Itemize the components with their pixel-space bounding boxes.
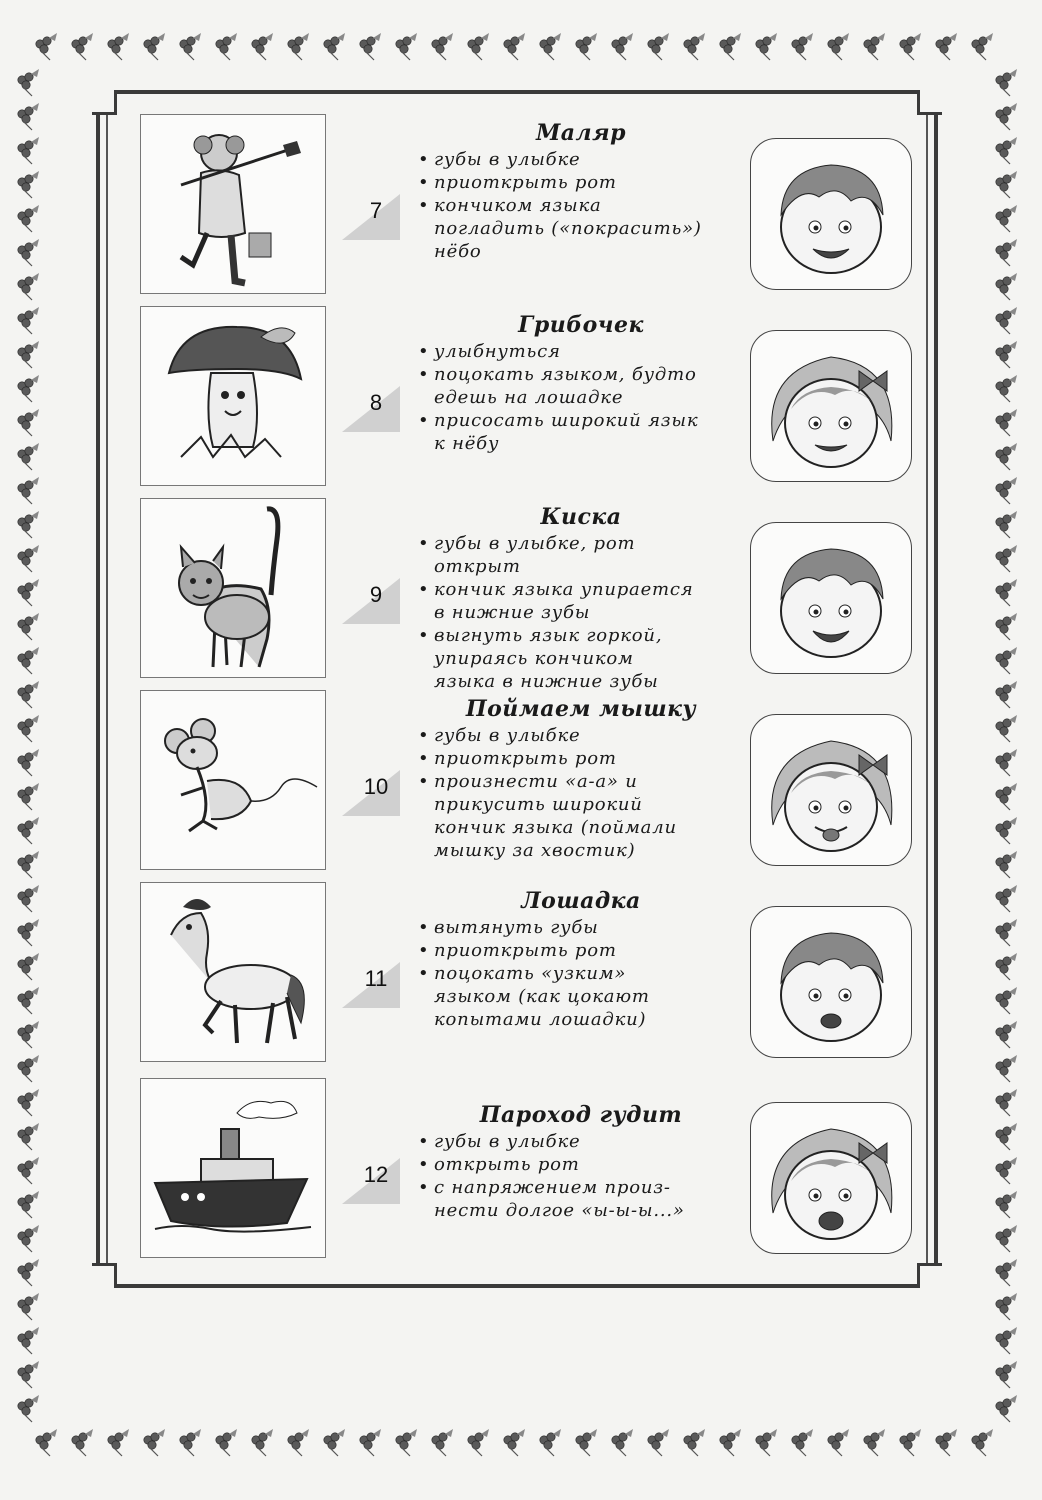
berry-cluster-icon	[828, 33, 849, 60]
girl-face-icon	[750, 330, 912, 482]
berry-cluster-icon	[972, 1429, 993, 1456]
berry-cluster-icon	[18, 273, 39, 300]
girl-face-icon	[750, 714, 912, 866]
berry-cluster-icon	[900, 1429, 921, 1456]
berry-cluster-icon	[18, 1191, 39, 1218]
exercise-row-7	[140, 114, 920, 296]
berry-cluster-icon	[996, 647, 1017, 674]
exercise-row-8	[140, 306, 920, 488]
step-item: • кончик языка упирается в нижние зубы	[416, 578, 746, 624]
berry-cluster-icon	[252, 33, 273, 60]
berry-cluster-icon	[996, 749, 1017, 776]
berry-cluster-icon	[648, 1429, 669, 1456]
berry-cluster-icon	[576, 33, 597, 60]
berry-cluster-icon	[996, 1021, 1017, 1048]
berry-cluster-icon	[180, 33, 201, 60]
step-item: • губы в улыбке	[416, 148, 746, 171]
berry-cluster-icon	[18, 1055, 39, 1082]
berry-cluster-icon	[996, 273, 1017, 300]
step-item: • вытянуть губы	[416, 916, 746, 939]
berry-cluster-icon	[18, 953, 39, 980]
berry-cluster-icon	[612, 1429, 633, 1456]
berry-cluster-icon	[996, 987, 1017, 1014]
exercise-title: Пароход гудит	[479, 1102, 683, 1128]
step-item: • произнести «а-а» и прикусить широкий кончик языка (поймали мышку за хвостик)	[416, 770, 746, 862]
berry-cluster-icon	[756, 1429, 777, 1456]
berry-cluster-icon	[648, 33, 669, 60]
berry-cluster-icon	[540, 33, 561, 60]
berry-cluster-icon	[180, 1429, 201, 1456]
step-item: • губы в улыбке	[416, 724, 746, 747]
step-item: • приоткрыть рот	[416, 171, 746, 194]
step-item: • губы в улыбке, рот открыт	[416, 532, 746, 578]
berry-cluster-icon	[18, 579, 39, 606]
berry-cluster-icon	[324, 1429, 345, 1456]
berry-cluster-icon	[18, 1395, 39, 1422]
boy-face-icon	[750, 138, 912, 290]
berry-cluster-icon	[996, 307, 1017, 334]
berry-cluster-icon	[252, 1429, 273, 1456]
berry-cluster-icon	[996, 69, 1017, 96]
berry-cluster-icon	[996, 783, 1017, 810]
berry-cluster-icon	[36, 33, 57, 60]
berry-cluster-icon	[756, 33, 777, 60]
boy-face-icon	[750, 906, 912, 1058]
berry-cluster-icon	[996, 1055, 1017, 1082]
exercise-number: 10	[342, 770, 402, 816]
step-item: • приоткрыть рот	[416, 939, 746, 962]
berry-cluster-icon	[612, 33, 633, 60]
berry-cluster-icon	[900, 33, 921, 60]
berry-cluster-icon	[18, 1361, 39, 1388]
berry-cluster-icon	[18, 885, 39, 912]
girl-face-icon	[750, 1102, 912, 1254]
berry-cluster-icon	[468, 1429, 489, 1456]
mushroom-icon	[140, 306, 326, 486]
cat-icon	[140, 498, 326, 678]
berry-cluster-icon	[996, 953, 1017, 980]
berry-cluster-icon	[18, 919, 39, 946]
berry-cluster-icon	[18, 1225, 39, 1252]
exercise-row-11	[140, 882, 920, 1064]
berry-cluster-icon	[996, 1191, 1017, 1218]
berry-cluster-icon	[996, 1361, 1017, 1388]
berry-cluster-icon	[996, 1293, 1017, 1320]
berry-cluster-icon	[18, 613, 39, 640]
berry-cluster-icon	[996, 919, 1017, 946]
berry-cluster-icon	[996, 1157, 1017, 1184]
berry-cluster-icon	[996, 1089, 1017, 1116]
exercise-number: 7	[342, 194, 402, 240]
berry-cluster-icon	[504, 33, 525, 60]
berry-cluster-icon	[18, 851, 39, 878]
berry-cluster-icon	[540, 1429, 561, 1456]
berry-cluster-icon	[18, 103, 39, 130]
step-item: • открыть рот	[416, 1153, 746, 1176]
exercise-number: 12	[342, 1158, 402, 1204]
berry-cluster-icon	[996, 477, 1017, 504]
step-item: • приоткрыть рот	[416, 747, 746, 770]
berry-cluster-icon	[996, 817, 1017, 844]
berry-cluster-icon	[504, 1429, 525, 1456]
step-item: • присосать широкий язык к нёбу	[416, 409, 746, 455]
berry-cluster-icon	[996, 579, 1017, 606]
berry-cluster-icon	[72, 33, 93, 60]
berry-cluster-icon	[18, 1293, 39, 1320]
berry-cluster-icon	[18, 1327, 39, 1354]
berry-cluster-icon	[996, 545, 1017, 572]
berry-cluster-icon	[936, 33, 957, 60]
mouse-icon	[140, 690, 326, 870]
exercise-number: 11	[342, 962, 402, 1008]
berry-cluster-icon	[828, 1429, 849, 1456]
berry-cluster-icon	[18, 987, 39, 1014]
berry-cluster-icon	[288, 1429, 309, 1456]
berry-cluster-icon	[576, 1429, 597, 1456]
berry-cluster-icon	[996, 137, 1017, 164]
berry-cluster-icon	[996, 205, 1017, 232]
step-item: • губы в улыбке	[416, 1130, 746, 1153]
berry-cluster-icon	[996, 239, 1017, 266]
berry-cluster-icon	[216, 33, 237, 60]
berry-cluster-icon	[18, 307, 39, 334]
exercise-title: Грибочек	[518, 312, 644, 338]
exercise-title: Киска	[540, 504, 622, 530]
berry-cluster-icon	[36, 1429, 57, 1456]
berry-cluster-icon	[996, 103, 1017, 130]
berry-cluster-icon	[18, 511, 39, 538]
berry-cluster-icon	[108, 33, 129, 60]
berry-cluster-icon	[396, 1429, 417, 1456]
berry-cluster-icon	[18, 1021, 39, 1048]
berry-cluster-icon	[18, 137, 39, 164]
horse-icon	[140, 882, 326, 1062]
exercise-row-9	[140, 498, 920, 692]
berry-cluster-icon	[684, 1429, 705, 1456]
berry-cluster-icon	[144, 1429, 165, 1456]
boy-face-icon	[750, 522, 912, 674]
berry-cluster-icon	[396, 33, 417, 60]
exercise-number: 8	[342, 386, 402, 432]
berry-cluster-icon	[864, 1429, 885, 1456]
berry-cluster-icon	[288, 33, 309, 60]
berry-cluster-icon	[18, 171, 39, 198]
berry-cluster-icon	[996, 613, 1017, 640]
berry-cluster-icon	[18, 817, 39, 844]
berry-cluster-icon	[792, 1429, 813, 1456]
berry-cluster-icon	[18, 69, 39, 96]
berry-cluster-icon	[972, 33, 993, 60]
berry-cluster-icon	[996, 443, 1017, 470]
berry-cluster-icon	[216, 1429, 237, 1456]
berry-cluster-icon	[996, 171, 1017, 198]
berry-cluster-icon	[18, 477, 39, 504]
berry-cluster-icon	[18, 545, 39, 572]
berry-cluster-icon	[792, 33, 813, 60]
berry-cluster-icon	[996, 715, 1017, 742]
berry-cluster-icon	[720, 33, 741, 60]
steamship-icon	[140, 1078, 326, 1258]
berry-cluster-icon	[324, 33, 345, 60]
berry-cluster-icon	[996, 1123, 1017, 1150]
step-item: • улыбнуться	[416, 340, 746, 363]
exercise-title: Маляр	[535, 120, 627, 146]
berry-cluster-icon	[996, 851, 1017, 878]
step-item: • поцокать языком, будто едешь на лошадке	[416, 363, 746, 409]
berry-cluster-icon	[18, 715, 39, 742]
berry-cluster-icon	[144, 33, 165, 60]
berry-cluster-icon	[996, 341, 1017, 368]
berry-cluster-icon	[996, 681, 1017, 708]
berry-cluster-icon	[18, 1123, 39, 1150]
berry-cluster-icon	[108, 1429, 129, 1456]
berry-cluster-icon	[432, 1429, 453, 1456]
berry-cluster-icon	[18, 443, 39, 470]
berry-cluster-icon	[936, 1429, 957, 1456]
berry-cluster-icon	[864, 33, 885, 60]
berry-cluster-icon	[684, 33, 705, 60]
berry-cluster-icon	[18, 1259, 39, 1286]
berry-cluster-icon	[996, 1225, 1017, 1252]
berry-cluster-icon	[996, 409, 1017, 436]
berry-cluster-icon	[18, 341, 39, 368]
berry-cluster-icon	[18, 647, 39, 674]
berry-cluster-icon	[996, 1327, 1017, 1354]
exercise-number: 9	[342, 578, 402, 624]
berry-cluster-icon	[18, 409, 39, 436]
berry-cluster-icon	[996, 885, 1017, 912]
exercise-title: Поймаем мышку	[465, 696, 697, 722]
berry-cluster-icon	[468, 33, 489, 60]
berry-cluster-icon	[18, 681, 39, 708]
step-item: • поцокать «узким» языком (как цокают копытами лошадки)	[416, 962, 746, 1031]
berry-cluster-icon	[360, 1429, 381, 1456]
berry-cluster-icon	[72, 1429, 93, 1456]
berry-cluster-icon	[18, 1089, 39, 1116]
step-item: • с напряжением произ- нести долгое «ы-ы-ы...»	[416, 1176, 746, 1222]
berry-cluster-icon	[996, 375, 1017, 402]
berry-cluster-icon	[996, 1259, 1017, 1286]
exercise-row-12	[140, 1078, 920, 1260]
painter-icon	[140, 114, 326, 294]
berry-cluster-icon	[18, 205, 39, 232]
berry-cluster-icon	[18, 239, 39, 266]
berry-cluster-icon	[18, 375, 39, 402]
exercise-row-10	[140, 690, 920, 872]
berry-cluster-icon	[18, 749, 39, 776]
step-item: • выгнуть язык горкой, упираясь кончиком языка в нижние зубы	[416, 624, 746, 693]
berry-cluster-icon	[996, 511, 1017, 538]
berry-cluster-icon	[18, 783, 39, 810]
berry-cluster-icon	[432, 33, 453, 60]
step-item: • кончиком языка погладить («покрасить») нёбо	[416, 194, 746, 263]
berry-cluster-icon	[18, 1157, 39, 1184]
exercise-title: Лошадка	[521, 888, 641, 914]
berry-cluster-icon	[720, 1429, 741, 1456]
berry-cluster-icon	[360, 33, 381, 60]
berry-cluster-icon	[996, 1395, 1017, 1422]
